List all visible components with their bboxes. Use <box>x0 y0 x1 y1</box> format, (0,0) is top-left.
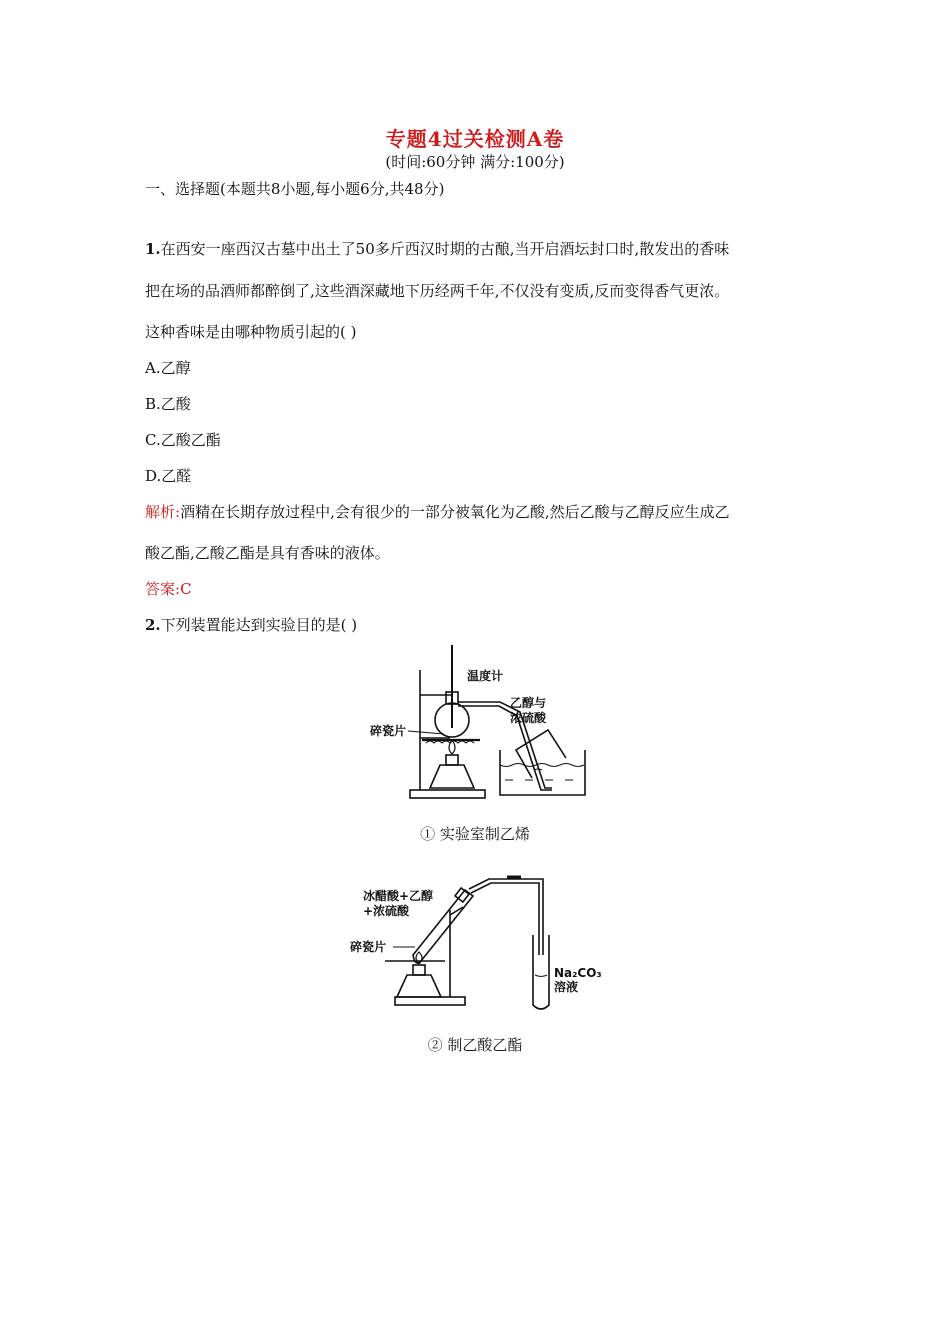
label-solution-2: 溶液 <box>554 980 579 994</box>
analysis-line-2: 酸乙酯,乙酸乙酯是具有香味的液体。 <box>145 544 390 562</box>
alcohol-lamp <box>430 765 474 788</box>
question-1-line-1 <box>145 238 729 259</box>
question-2-line <box>145 614 357 635</box>
question-2-text: 下列装置能达到实验目的是( ) <box>160 616 358 634</box>
stand-base <box>395 997 465 1005</box>
figure-1-caption: ① 实验室制乙烯 <box>420 825 530 843</box>
exam-info: (时间:60分钟 满分:100分) <box>385 153 565 171</box>
label-reagent-2: 浓硫酸 <box>510 711 547 725</box>
answer-label: 答案: <box>145 580 181 598</box>
alcohol-lamp <box>397 975 441 997</box>
option-d: D.乙醛 <box>145 467 192 485</box>
option-b: B.乙酸 <box>145 395 191 413</box>
analysis-label: 解析: <box>145 503 181 521</box>
label-chips: 碎瓷片 <box>370 724 407 738</box>
option-a: A.乙醇 <box>145 359 191 377</box>
label-solution-1: Na₂CO₃ <box>554 966 602 980</box>
figure-2-caption: ② 制乙酸乙酯 <box>427 1036 523 1054</box>
label-reagent-2: +浓硫酸 <box>363 904 410 918</box>
label-reagent-1: 冰醋酸+乙醇 <box>363 889 434 903</box>
question-1-text-1: 在西安一座西汉古墓中出土了50多斤西汉时期的古酿,当开启酒坛封口时,散发出的香味 <box>160 240 730 258</box>
receiving-test-tube <box>533 935 549 1009</box>
answer-value: C <box>180 580 192 598</box>
label-reagent-1: 乙醇与 <box>510 696 547 710</box>
section-heading: 一、选择题(本题共8小题,每小题6分,共48分) <box>145 180 445 198</box>
label-thermometer: 温度计 <box>467 669 504 683</box>
answer-line <box>145 578 192 599</box>
water-trough <box>500 750 585 795</box>
ethylene-apparatus-diagram <box>360 640 600 805</box>
stand-base <box>410 790 485 798</box>
ethyl-acetate-apparatus-diagram <box>345 875 615 1015</box>
page-title: 专题4过关检测A卷 <box>385 127 565 151</box>
label-chips: 碎瓷片 <box>350 940 387 954</box>
analysis-text-1: 酒精在长期存放过程中,会有很少的一部分被氧化为乙酸,然后乙酸与乙醇反应生成乙 <box>180 503 730 521</box>
question-1-line-3: 这种香味是由哪种物质引起的( ) <box>145 323 357 341</box>
question-1-line-2: 把在场的品酒师都醉倒了,这些酒深藏地下历经两千年,不仅没有变质,反而变得香气更浓。 <box>145 282 730 300</box>
question-2-number: 2. <box>145 616 161 634</box>
analysis-line-1 <box>145 501 730 522</box>
option-c: C.乙酸乙酯 <box>145 431 221 449</box>
question-1-number: 1. <box>145 240 161 258</box>
